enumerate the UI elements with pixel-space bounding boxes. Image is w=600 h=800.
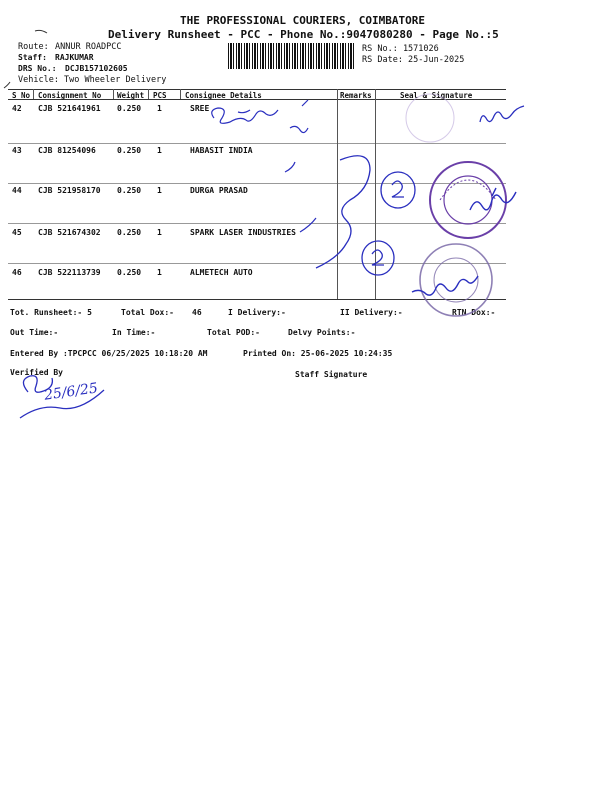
staff-value: RAJKUMAR — [55, 53, 94, 62]
tot-runsheet: Tot. Runsheet:- 5 — [10, 308, 92, 317]
row-consignee: SREE — [190, 104, 210, 113]
verified-by: Verified By — [10, 368, 63, 377]
circled-number-digit — [372, 250, 384, 265]
row-consignee: DURGA PRASAD — [190, 186, 248, 195]
verified-date-handwritten: 25/6/25 — [43, 380, 99, 404]
circled-number-digit — [392, 181, 404, 197]
row-consignment: CJB 522113739 — [38, 268, 101, 277]
row-weight: 0.250 — [117, 104, 142, 113]
row-consignee: ALMETECH AUTO — [190, 268, 253, 277]
company-stamp-inner — [444, 176, 492, 224]
row-sno: 44 — [12, 186, 22, 195]
row-pcs: 1 — [157, 186, 162, 195]
stamp-faint — [406, 94, 454, 142]
route-value: ANNUR ROADPCC — [55, 42, 122, 52]
delvy-points: Delvy Points:- — [288, 328, 356, 337]
pen-mark — [4, 82, 10, 88]
route-label: Route: — [18, 42, 49, 52]
bracket-mark — [316, 156, 370, 268]
rs-date: RS Date: 25-Jun-2025 — [362, 55, 465, 65]
circled-number — [381, 172, 415, 208]
total-pod: Total POD:- — [207, 328, 260, 337]
signature-row42 — [212, 100, 308, 133]
staff-label: Staff: — [18, 53, 47, 62]
row-weight: 0.250 — [117, 228, 142, 237]
col-header-seal-signature: Seal & Signature — [400, 91, 473, 100]
row-consignment: CJB 521674302 — [38, 228, 101, 237]
row-weight: 0.250 — [117, 146, 142, 155]
signature-row44 — [470, 188, 516, 210]
col-header-consignee: Consignee Details — [185, 91, 262, 100]
row-sno: 45 — [12, 228, 22, 237]
col-header-pcs: PCS — [153, 91, 167, 100]
total-dox-value: 46 — [192, 308, 202, 317]
circled-number — [362, 241, 394, 275]
company-title: THE PROFESSIONAL COURIERS, COIMBATORE — [180, 14, 426, 27]
entered-by: Entered By :TPCPCC 06/25/2025 10:18:20 AM — [10, 349, 208, 358]
vehicle-info: Vehicle: Two Wheeler Delivery — [18, 75, 167, 85]
drs-label: DRS No.: — [18, 64, 57, 73]
company-stamp-inner — [434, 258, 478, 302]
row-weight: 0.250 — [117, 186, 142, 195]
pen-mark — [300, 218, 316, 232]
row-sno: 46 — [12, 268, 22, 277]
total-dox-label: Total Dox:- — [121, 308, 174, 317]
col-header-consignment: Consignment No — [38, 91, 102, 100]
row-consignment: CJB 521958170 — [38, 186, 101, 195]
company-stamp — [430, 162, 506, 238]
row-pcs: 1 — [157, 146, 162, 155]
stamp-text-arc — [440, 180, 496, 200]
row-weight: 0.250 — [117, 268, 142, 277]
pen-mark — [285, 162, 295, 172]
rtn-dox: RTN Dox:- — [452, 308, 496, 317]
rs-number: RS No.: 1571026 — [362, 44, 439, 54]
runsheet-subtitle: Delivery Runsheet - PCC - Phone No.:9047080280 - Page No.:5 — [108, 28, 499, 41]
ii-delivery: II Delivery:- — [340, 308, 403, 317]
staff-signature-label: Staff Signature — [295, 370, 368, 379]
row-pcs: 1 — [157, 268, 162, 277]
printed-on: Printed On: 25-06-2025 10:24:35 — [243, 349, 393, 358]
signature-row42b — [480, 106, 524, 122]
row-consignee: HABASIT INDIA — [190, 146, 253, 155]
row-consignee: SPARK LASER INDUSTRIES — [190, 228, 296, 237]
in-time: In Time:- — [112, 328, 156, 337]
out-time: Out Time:- — [10, 328, 59, 337]
pen-mark — [35, 30, 47, 33]
col-header-sno: S No — [12, 91, 31, 100]
row-sno: 42 — [12, 104, 22, 113]
row-pcs: 1 — [157, 104, 162, 113]
col-header-remarks: Remarks — [340, 91, 372, 100]
i-delivery: I Delivery:- — [228, 308, 286, 317]
row-pcs: 1 — [157, 228, 162, 237]
row-consignment: CJB 521641961 — [38, 104, 101, 113]
company-stamp — [420, 244, 492, 316]
row-sno: 43 — [12, 146, 22, 155]
drs-value: DCJB157102605 — [65, 64, 128, 73]
col-header-weight: Weight — [117, 91, 145, 100]
row-consignment: CJB 81254096 — [38, 146, 96, 155]
